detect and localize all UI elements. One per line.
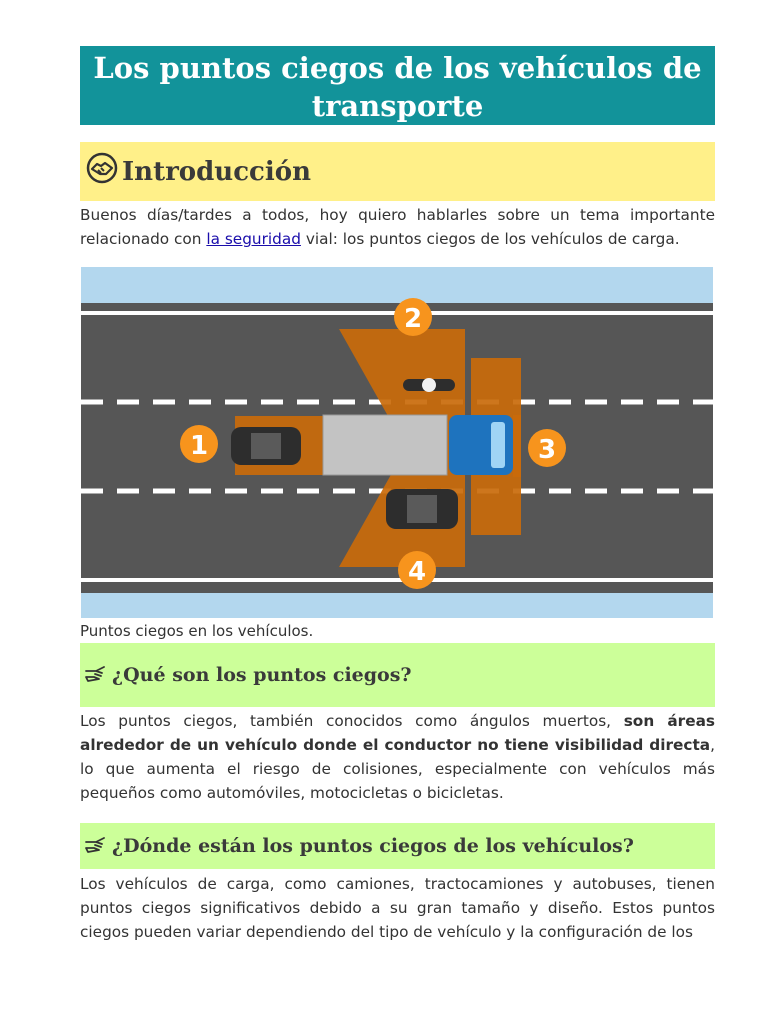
handshake-icon: [86, 152, 118, 191]
marker-4: 4: [407, 557, 427, 587]
section-2-heading: [80, 823, 715, 869]
intro-heading-text: Introducción: [122, 156, 311, 187]
marker-1: 1: [189, 431, 209, 461]
intro-text-1: Buenos días/tardes a todos, hoy quiero hablarles sobre un tema importante relacionado con: [80, 206, 715, 248]
intro-heading: [80, 142, 715, 201]
intro-paragraph: [80, 203, 715, 251]
intro-text-2: vial: los puntos ciegos de los vehículos de carga.: [300, 230, 680, 248]
section-1-text-1: Los puntos ciegos, también conocidos como ángulos muertos,: [80, 712, 624, 730]
section-2-heading-text: ¿Dónde están los puntos ciegos de los vehículos?: [112, 835, 634, 857]
section-1-bold-text: son áreas alrededor de un vehículo donde el conductor no tiene visibilidad directa: [80, 712, 715, 754]
marker-2: 2: [403, 304, 423, 334]
section-1-heading-text: ¿Qué son los puntos ciegos?: [112, 664, 412, 686]
page-title: Los puntos ciegos de los vehículos de transporte: [80, 46, 715, 125]
pointing-hand-icon: [84, 661, 108, 690]
seguridad-link[interactable]: la seguridad: [206, 230, 301, 248]
section-2-paragraph: Los vehículos de carga, como camiones, tractocamiones y autobuses, tienen puntos ciegos significativos debido a su gran tamaño y diseño. Estos puntos ciegos pueden variar dependiendo del tipo de vehículo y la configuración de los: [80, 875, 715, 941]
section-1-heading: [80, 643, 715, 707]
pointing-hand-icon: [84, 832, 108, 861]
blind-spots-diagram: [81, 267, 713, 618]
marker-3: 3: [537, 435, 557, 465]
section-1-text-2: , lo que aumenta el riesgo de colisiones, especialmente con vehículos más pequeños como automóviles, motocicletas o bicicletas.: [80, 736, 715, 802]
section-1-paragraph: [80, 709, 715, 805]
figure-caption: Puntos ciegos en los vehículos.: [80, 622, 314, 640]
